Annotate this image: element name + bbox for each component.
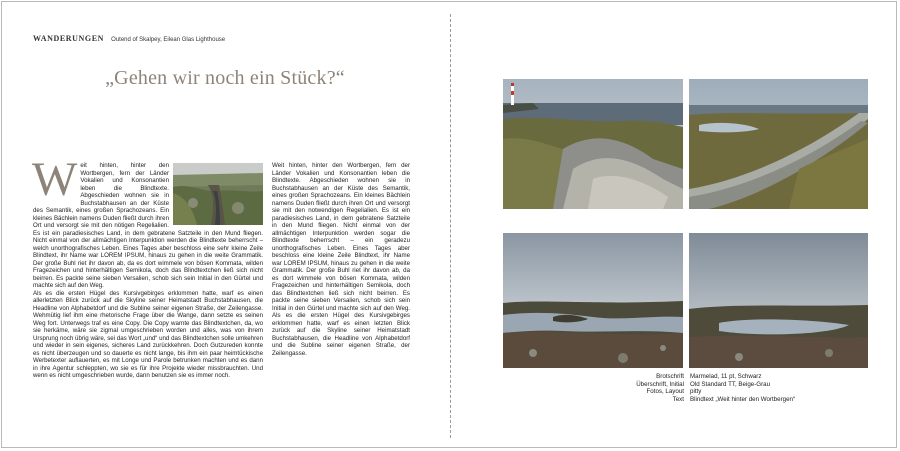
photo-stone-wall [689,79,868,209]
credit-label: Fotos, Layout [646,388,684,396]
credit-label: Text [672,395,684,403]
inset-photo-stream [173,163,263,225]
credits-labels [636,373,684,403]
lighthouse-photo-image [503,79,683,209]
credit-label: Überschrift, Initial [636,380,684,388]
text-column-2 [272,162,410,357]
credit-value: Marmelad, 11 pt, Schwarz [690,373,762,380]
photo-loch-moorland [503,233,683,368]
running-head-section: WANDERUNGEN [33,34,105,43]
credit-label: Brotschrift [656,373,684,380]
credit-value: Old Standard TT, Beige-Grau [690,380,771,388]
text-column-1 [32,153,263,380]
col2-paragraph-1: Weit hinten, hinter den Wortbergen, fern der Länder Vokalien und Konsonantien leben die Blindtexte. Abgeschieden wohnen sie in Buchstabhausen an der Küste des Semantik, eines großen Sprachozeans. Ein kleines Bächlein namens Duden fließt durch ihren Ort und versorgt sie mit den notwendigen Regelialien. Es ist ein paradiesisches Land, in dem gebratene Satzteile in den Mund fliegen. Nicht einmal von der allmächtigen Interpunktion werden sogar die Blindtexte beherrscht – ein geradezu unorthografisches Leben. Eines Tages aber beschloss eine kleine Zeile Blindtext, ihr Name war LOREM IPSUM, hinaus zu gehen in die weite Grammatik. Der große Buhl riet ihr davon ab, da es dort wimmele von bösen Kommata, wilden Fragezeichen und hinterhältigen Semikola, doch das Blindtextchen ließ sich nicht beirren. Es packte seine sieben Versalien, schob sich sein Initial in den Gürtel und machte sich auf den Weg. Als es die ersten Hügel des Kursivgebirges erklommen hatte, warf es einen letzten Blick zurück auf die Skyline seiner Heimatstadt Buchstabhausen, die Headline von Alphabetdorf und die Subline seiner eigenen Straße, der Zeilengasse. [272,162,410,357]
page-gutter-divider [450,14,451,438]
running-head-location: Outend of Skalpey, Eilean Glas Lighthouse [111,37,226,43]
photo-lake-hills [689,233,868,368]
credits-values [690,373,795,403]
loch-photo-image [503,233,683,368]
stream-photo-image [173,163,263,225]
lake-photo-image [689,233,868,368]
col1-paragraph-2: Als es die ersten Hügel des Kursivgebirges erklommen hatte, warf es einen allerletzten Blick zurück auf die Skyline seiner Heimatstadt Buchstabhausen, die Headline von Alphabetdorf und die Subline seiner eigenen Straße, der Zeilengasse. Wehmütig lief ihm eine rhetorische Frage über die Wange, dann setzte es seinen Weg fort. Unterwegs traf es eine Copy. Die Copy warnte das Blindtextchen, da, wo sie herkäme, wäre sie zigmal umgeschrieben worden und alles, was von ihrem Ursprung noch übrig wäre, sei das Wort „und“ und das Blindtextchen solle umkehren und wieder in sein eigenes, sicheres Land zurückkehren. Doch Gutzureden konnte es nicht überzeugen und so dauerte es nicht lange, bis ihm ein paar heimtückische Werbetexter auflauerten, es mit Longe und Parole betrunken machten und es dann in ihre Agentur schleppten, wo sie es für ihre Projekte wieder missbrauchten. Und wenn es nicht umgeschrieben wurde, dann benutzen sie es immer noch. [33,289,263,379]
stone-wall-photo-image [689,79,868,209]
article-headline: „Gehen wir noch ein Stück?“ [105,67,345,89]
running-head [33,26,225,45]
credit-value: Blindtext „Weit hinter den Wortbergen“ [690,395,796,403]
drop-cap-initial: W [32,153,78,206]
credit-value: pitty [690,388,702,396]
photo-lighthouse-coast [503,79,683,209]
col1-paragraph-1: eit hinten, hinter den Wortbergen, fern der Länder Vokalien und Konsonantien leben die Blindtexte. Abgeschieden wohnen sie in Buchstabhausen an der Küste des Semantik, eines großen Sprachozeans. Ein kleines Bächlein namens Duden fließt durch ihren Ort und versorgt sie mit den nötigen Regelialien. Es ist ein paradiesisches Land, in dem gebratene Satzteile in den Mund fliegen. Nicht einmal von der allmächtigen Interpunktion werden die Blindtexte beherrscht – welch unorthografisches Leben. Eines Tages aber beschloss eine sehr kleine Zeile Blindtext, ihr Name war LOREM IPSUM, hinaus zu gehen in die weite Grammatik. Der große Buhl riet ihr davon ab, da es dort wimmele von bösen Kommata, wilden Fragezeichen und hinterhältigen Semikola, doch das Blindtextchen ließ sich nicht beirren. Es packte seine sieben Versalien, schob sich sein Initial in den Gürtel und machte sich auf den Weg. [33,162,263,289]
